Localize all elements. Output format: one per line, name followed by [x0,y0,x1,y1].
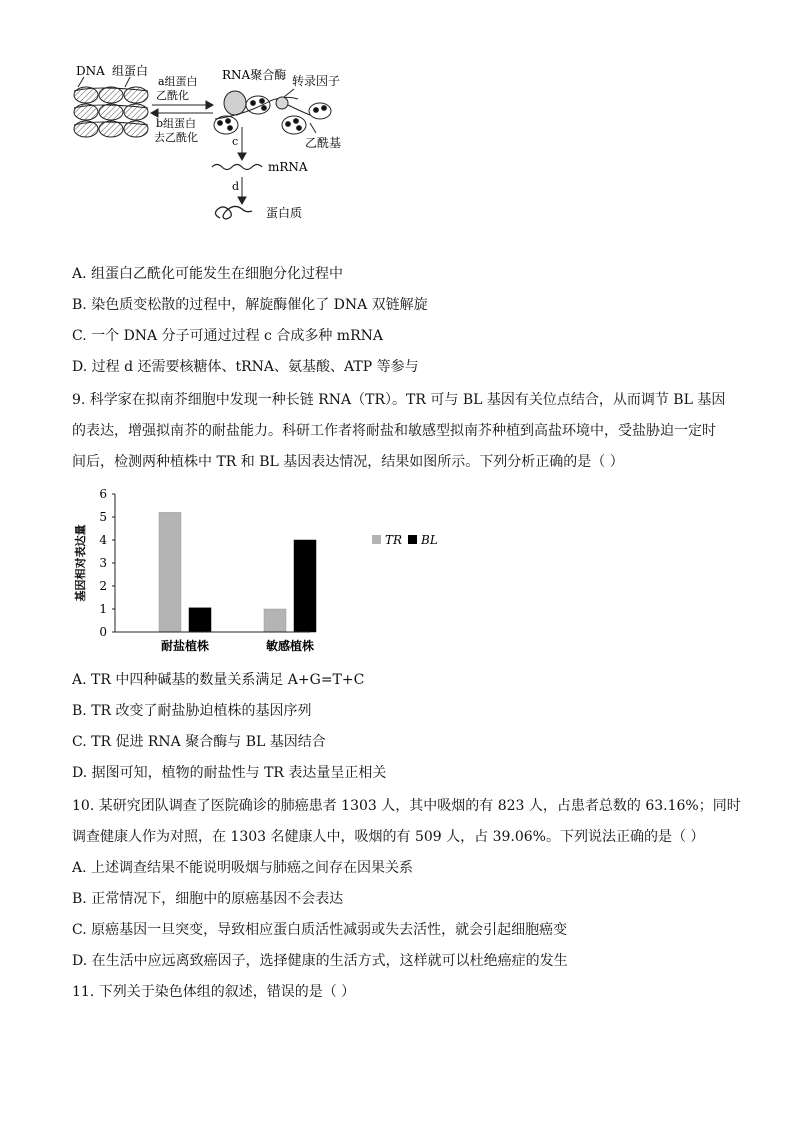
legend-swatch-bl [408,535,417,544]
q10-option-a: A. 上述调查结果不能说明吸烟与肺癌之间存在因果关系 [72,860,414,876]
process-c-label: c [232,135,239,148]
y-tick-label: 2 [99,579,107,593]
arrow-b-label-1: b组蛋白 [156,117,197,130]
y-tick-label: 1 [99,602,107,616]
acetylation-arrows [151,101,213,117]
process-d-label: d [232,180,240,193]
gene-expression-bar-chart [70,484,450,660]
x-category-label: 敏感植株 [265,639,315,653]
x-category-label: 耐盐植株 [160,639,210,653]
process-c-arrow [238,127,246,160]
condensed-chromatin [74,77,148,137]
q10-stem-line2: 调查健康人作为对照，在 1303 名健康人中，吸烟的有 509 人，占 39.06%。下列说法正确的是（ ） [72,829,705,845]
protein-label: 蛋白质 [266,206,303,220]
y-axis-label: 基因相对表达量 [74,524,87,602]
protein-chain [215,206,252,219]
q10-stem-line1: 10. 某研究团队调查了医院确诊的肺癌患者 1303 人，其中吸烟的有 823 人，占患者总数的 63.16%；同时 [72,798,741,814]
dna-label: DNA [76,64,105,78]
q9-stem-line2: 的表达，增强拟南芥的耐盐能力。科研工作者将耐盐和敏感型拟南芥种植到高盐环境中，受盐胁迫一定时 [72,423,716,439]
q8-option-d: D. 过程 d 还需要核糖体、tRNA、氨基酸、ATP 等参与 [72,359,419,375]
y-tick-label: 5 [99,510,107,524]
q9-stem-line3: 间后，检测两种植株中 TR 和 BL 基因表达情况，结果如图所示。下列分析正确的是（ ） [72,454,624,470]
q9-stem-line1: 9. 科学家在拟南芥细胞中发现一种长链 RNA（TR）。TR 可与 BL 基因有关位点结合，从而调节 BL 基因 [72,392,726,408]
q8-option-a: A. 组蛋白乙酰化可能发生在细胞分化过程中 [72,266,344,282]
arrow-a-label-2: 乙酰化 [156,89,189,102]
rna-polymerase-label: RNA聚合酶 [222,68,287,82]
arrow-b-label-2: 去乙酰化 [154,131,198,144]
mrna-strand [212,165,262,170]
bar-tr-0 [159,512,181,632]
q10-option-b: B. 正常情况下，细胞中的原癌基因不会表达 [72,891,344,907]
chromatin-diagram [70,55,370,230]
q9-option-b: B. TR 改变了耐盐胁迫植株的基因序列 [72,703,312,719]
y-tick-label: 3 [99,556,107,570]
q11-stem: 11. 下列关于染色体组的叙述，错误的是（ ） [72,984,356,1000]
histone-label: 组蛋白 [112,64,149,78]
process-d-arrow [238,177,246,204]
mrna-label: mRNA [268,160,308,174]
q8-option-b: B. 染色质变松散的过程中，解旋酶催化了 DNA 双链解旋 [72,297,428,313]
q8-option-c: C. 一个 DNA 分子可通过过程 c 合成多种 mRNA [72,328,383,344]
bar-bl-1 [294,540,316,632]
bar-bl-0 [189,608,211,632]
legend-label-bl: BL [421,533,438,547]
open-chromatin [214,89,331,134]
q9-option-a: A. TR 中四种碱基的数量关系满足 A+G=T+C [72,672,365,688]
arrow-a-label-1: a组蛋白 [158,75,198,88]
q10-option-d: D. 在生活中应远离致癌因子，选择健康的生活方式，这样就可以杜绝癌症的发生 [72,953,568,969]
q10-option-c: C. 原癌基因一旦突变，导致相应蛋白质活性减弱或失去活性，就会引起细胞癌变 [72,922,568,938]
acetyl-label: 乙酰基 [305,136,342,150]
y-tick-label: 4 [99,533,107,547]
q9-option-c: C. TR 促进 RNA 聚合酶与 BL 基因结合 [72,734,326,750]
y-tick-label: 0 [99,625,107,639]
legend-swatch-tr [372,535,381,544]
y-tick-label: 6 [99,487,107,501]
transcription-factor-label: 转录因子 [292,74,341,88]
bar-tr-1 [264,609,286,632]
q9-option-d: D. 据图可知，植物的耐盐性与 TR 表达量呈正相关 [72,765,387,781]
legend-label-tr: TR [385,533,403,547]
